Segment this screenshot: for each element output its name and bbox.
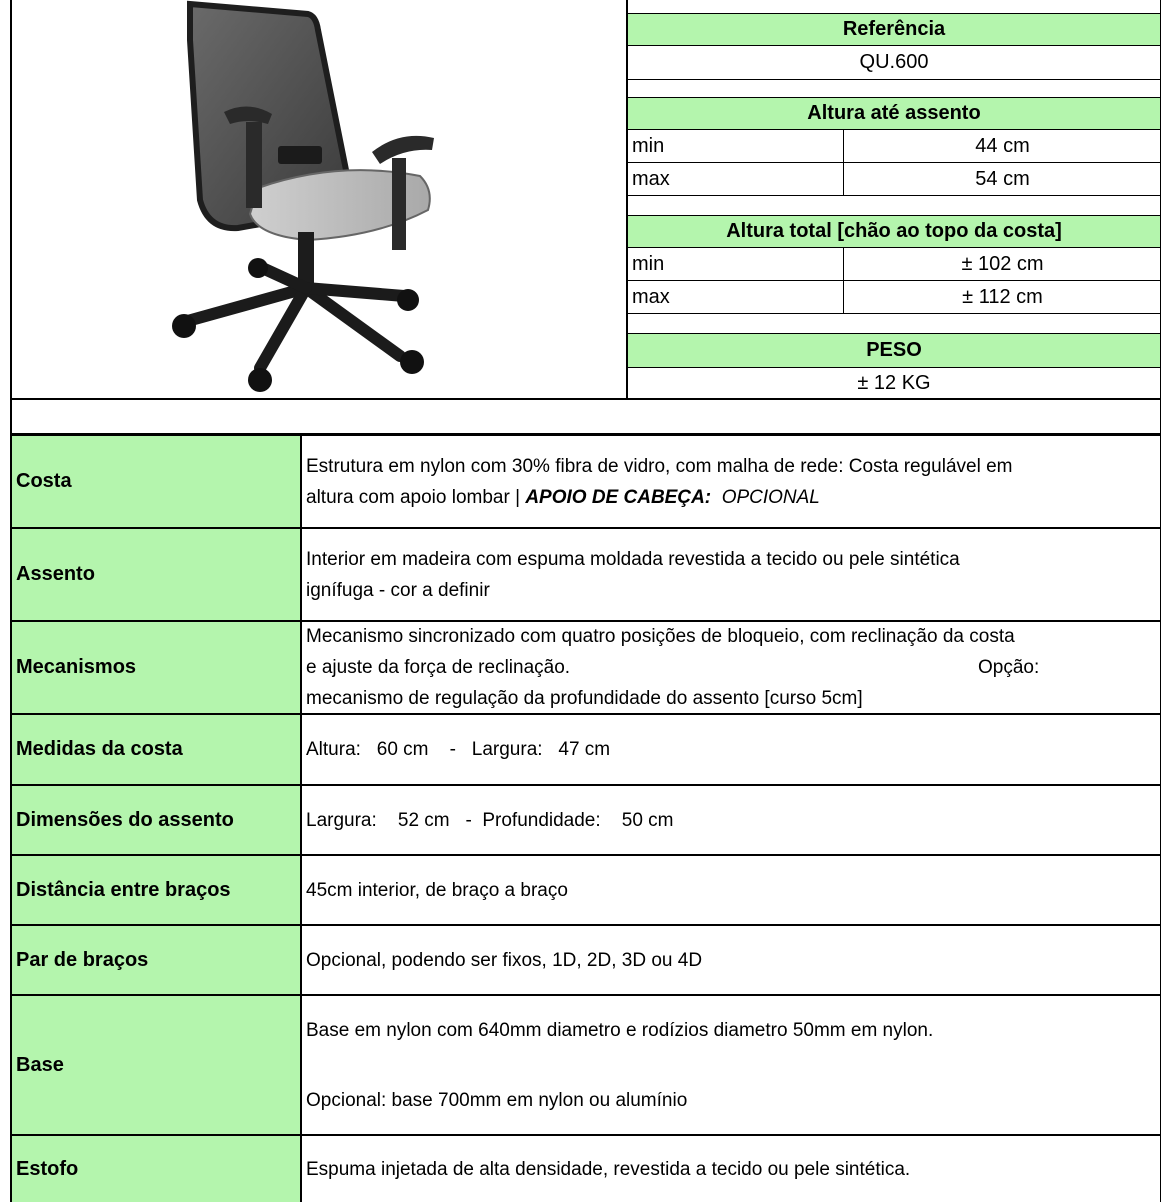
- feature-label-dimensoes-assento: Dimensões do assento: [12, 786, 300, 854]
- col-divider: [843, 247, 844, 313]
- feature-label-costa: Costa: [12, 436, 300, 527]
- feature-label-medidas-costa: Medidas da costa: [12, 715, 300, 784]
- feature-value-estofo: [302, 1136, 1160, 1202]
- weight-value: ± 12 KG: [857, 371, 931, 394]
- seat-height-max-label: max: [632, 167, 670, 190]
- feature-line: 45cm interior, de braço a braço: [306, 879, 568, 901]
- section-rule: [10, 398, 1161, 400]
- feature-value-dimensoes-assento: [302, 786, 1160, 854]
- feature-label-assento: Assento: [12, 529, 300, 620]
- total-height-max-value: ± 112 cm: [962, 285, 1043, 308]
- reference-title: Referência: [628, 14, 1160, 45]
- feature-value-distancia-bracos: [302, 856, 1160, 924]
- seat-height-min-value: 44 cm: [975, 134, 1030, 157]
- feature-label-base: Base: [12, 996, 300, 1134]
- total-height-title: Altura total [chão ao topo da costa]: [628, 216, 1160, 247]
- feature-label-estofo: Estofo: [12, 1136, 300, 1202]
- feature-label-distancia-bracos: Distância entre braços: [12, 856, 300, 924]
- feature-line: Largura: 52 cm - Profundidade: 50 cm: [306, 809, 674, 831]
- feature-line: e ajuste da força de reclinação.: [306, 657, 571, 678]
- feature-value-medidas-costa: [302, 715, 1160, 784]
- feature-line: Altura: 60 cm - Largura: 47 cm: [306, 739, 611, 760]
- rule: [628, 195, 1160, 196]
- feature-line: mecanismo de regulação da profundidade do assento [curso 5cm]: [306, 688, 863, 709]
- total-height-max-label: max: [632, 285, 670, 308]
- feature-line: Opcional, podendo ser fixos, 1D, 2D, 3D ou 4D: [306, 949, 703, 971]
- reference-value: QU.600: [859, 50, 929, 73]
- feature-value-par-bracos: [302, 926, 1160, 994]
- weight-title: PESO: [628, 334, 1160, 367]
- feature-value-mecanismos: [302, 622, 1160, 713]
- seat-height-max-value: 54 cm: [975, 167, 1030, 190]
- headrest-value: OPCIONAL: [721, 486, 820, 508]
- office-chair-icon: [138, 0, 438, 398]
- feature-line: Espuma injetada de alta densidade, revestida a tecido ou pele sintética.: [306, 1158, 911, 1180]
- product-image: [138, 0, 438, 398]
- feature-line: Estrutura em nylon com 30% fibra de vidro, com malha de rede: Costa regulável em: [306, 455, 1013, 477]
- feature-label-mecanismos: Mecanismos: [12, 622, 300, 713]
- feature-line: altura com apoio lombar |: [306, 486, 526, 508]
- feature-line: Interior em madeira com espuma moldada revestida a tecido ou pele sintética: [306, 548, 960, 570]
- feature-line: Opcional: base 700mm em nylon ou alumínio: [306, 1090, 688, 1111]
- feature-value-costa: [302, 436, 1160, 527]
- feature-line: Mecanismo sincronizado com quatro posições de bloqueio, com reclinação da costa: [306, 626, 1015, 647]
- seat-height-min-label: min: [632, 134, 665, 157]
- col-divider: [843, 129, 844, 195]
- total-height-min-label: min: [632, 252, 665, 275]
- rule: [628, 79, 1160, 80]
- feature-label-par-bracos: Par de braços: [12, 926, 300, 994]
- seat-height-title: Altura até assento: [628, 98, 1160, 129]
- feature-line: [306, 482, 1160, 513]
- feature-line: [306, 652, 1160, 683]
- total-height-min-value: ± 102 cm: [961, 252, 1044, 275]
- feature-value-assento: [302, 529, 1160, 620]
- option-label: Opção:: [978, 657, 1040, 678]
- feature-line: ignífuga - cor a definir: [306, 579, 490, 601]
- rule: [628, 313, 1160, 314]
- feature-line: Base em nylon com 640mm diametro e rodízios diametro 50mm em nylon.: [306, 1020, 934, 1041]
- headrest-label: APOIO DE CABEÇA:: [525, 486, 712, 508]
